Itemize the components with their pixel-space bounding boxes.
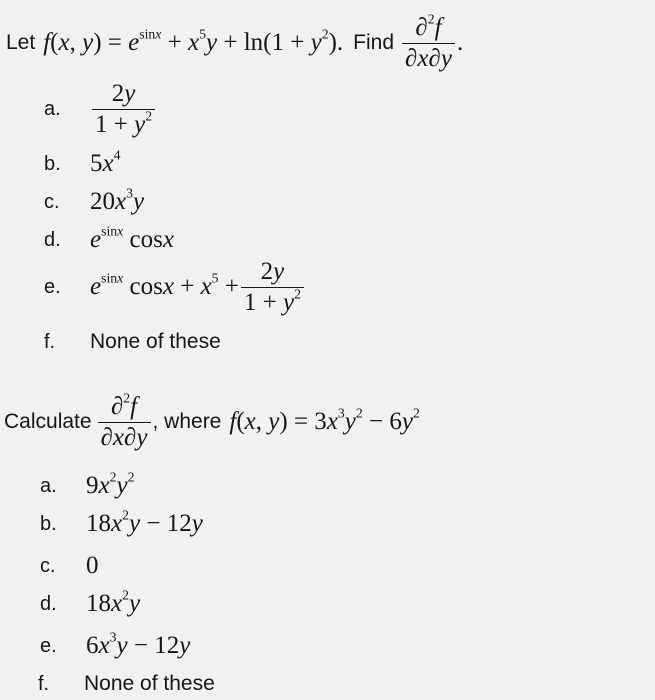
q1-function-definition: f(x, $y) = e^{sinx} + x^5y + \ln(1 + y^2)$. (43, 26, 344, 56)
question-2-stem (4, 390, 420, 451)
q1-option-d-label: d. (44, 228, 61, 251)
q1-option-a-label: a. (44, 97, 61, 120)
q1-option-b-math: $5x^4$ (90, 147, 121, 177)
q1-option-c-math: $20x^3y$ (90, 185, 145, 215)
q2-option-f-text: None of these (84, 672, 215, 695)
q2-calculate-text: Calculate (4, 410, 92, 433)
q1-option-e[interactable] (44, 258, 306, 316)
q1-option-e-fraction: $\frac{2y}{1 + y^2}$ (241, 258, 304, 316)
q1-let-text: Let (6, 31, 36, 54)
q2-option-b-label: b. (40, 512, 57, 535)
q2-option-b[interactable] (40, 507, 203, 538)
q1-option-f[interactable] (44, 330, 221, 354)
q2-option-a[interactable] (40, 469, 135, 500)
q1-option-b-label: b. (44, 152, 61, 175)
q1-option-a[interactable] (44, 80, 157, 138)
q2-option-d-label: d. (40, 592, 57, 615)
q2-option-f[interactable] (38, 672, 215, 696)
q1-option-f-label: f. (44, 330, 56, 353)
q1-option-e-math: $e^{sinx}$ $\cos x + x^5$ + (90, 270, 239, 300)
q2-option-e-label: e. (40, 634, 57, 657)
q2-option-a-label: a. (40, 474, 57, 497)
q2-option-d[interactable] (40, 587, 141, 618)
q2-option-e-math: $6x^3y - 12y$ (86, 629, 191, 659)
q1-mixed-partial-fraction: $\frac{\partial^2f}{\partial x\partial y}$ (402, 14, 455, 72)
q1-option-a-math: $\frac{2y}{1 + y^2}$ (92, 80, 155, 138)
q1-option-f-text: None of these (90, 330, 221, 353)
q2-option-c-math: 0 (86, 552, 99, 579)
q1-option-c-label: c. (44, 190, 60, 213)
q2-mixed-partial-fraction: $\frac{\partial^2f}{\partial x\partial y}$ (98, 393, 151, 451)
question-1-stem: Let f(x, $y) = e^{sinx} + x^5y + \ln(1 + y^2)$. Find $\frac{\partial^2f}{\partial x\partial y}$ . (6, 11, 464, 72)
q1-find-text: Find (353, 31, 395, 54)
q2-function-definition: f(x, $y) = 3x^3y^2 - 6y^2$ (229, 405, 420, 435)
q2-option-c[interactable] (40, 552, 99, 580)
q2-option-d-math: $18x^2y$ (86, 587, 141, 617)
q1-option-d-math: $e^{sinx}$ cosx (90, 223, 174, 253)
q2-where-text: , where (152, 410, 222, 433)
q1-option-e-label: e. (44, 275, 61, 298)
q2-option-c-label: c. (40, 554, 56, 577)
q2-option-a-math: $9x^2y^2$ (86, 469, 135, 499)
q1-option-b[interactable] (44, 147, 121, 178)
q2-option-e[interactable] (40, 629, 191, 660)
q1-option-c[interactable] (44, 185, 145, 216)
q1-option-d[interactable] (44, 223, 174, 254)
q2-option-f-label: f. (38, 672, 50, 695)
q2-option-b-math: $18x^2y - 12y$ (86, 507, 203, 537)
